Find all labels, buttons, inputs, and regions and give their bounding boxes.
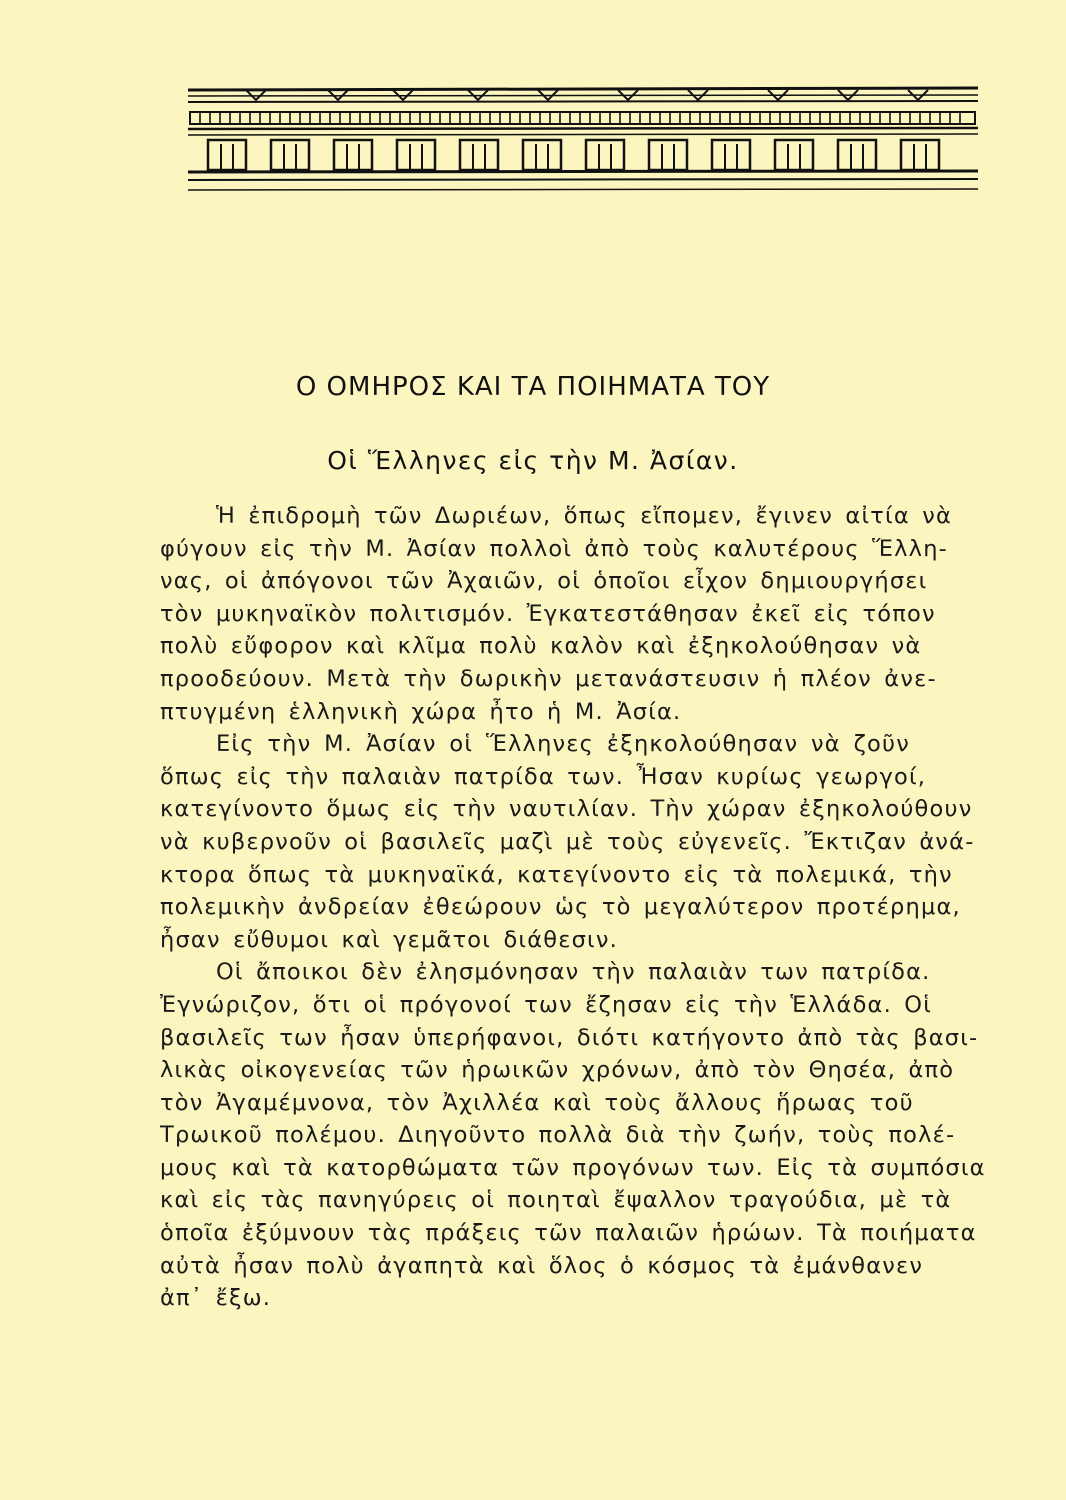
body-text xyxy=(160,500,986,1315)
text-line: κατεγίνοντο ὅμως εἰς τὴν ναυτιλίαν. Τὴν χώραν ἐξηκολούθουν xyxy=(160,796,973,823)
text-line: τὸν Ἀγαμέμνονα, τὸν Ἀχιλλέα καὶ τοὺς ἄλλους ἥρωας τοῦ xyxy=(160,1089,914,1116)
text-line: νας, οἱ ἀπόγονοι τῶν Ἀχαιῶν, οἱ ὁποῖοι εἶχον δημιουργήσει xyxy=(160,568,928,595)
text-line: φύγουν εἰς τὴν Μ. Ἀσίαν πολλοὶ ἀπὸ τοὺς καλυτέρους Ἕλλη- xyxy=(160,535,948,562)
text-line: καὶ εἰς τὰς πανηγύρεις οἱ ποιηταὶ ἔψαλλον τραγούδια, μὲ τὰ xyxy=(160,1187,952,1214)
text-line: πτυγμένη ἑλληνικὴ χώρα ἦτο ἡ Μ. Ἀσία. xyxy=(160,698,682,725)
text-line: ὅπως εἰς τὴν παλαιὰν πατρίδα των. Ἦσαν κυρίως γεωργοί, xyxy=(160,763,927,790)
text-line: Ἐγνώριζον, ὅτι οἱ πρόγονοί των ἔζησαν εἰς τὴν Ἑλλάδα. Οἱ xyxy=(160,991,933,1018)
text-line: Τρωικοῦ πολέμου. Διηγοῦντο πολλὰ διὰ τὴν ζωήν, τοὺς πολέ- xyxy=(160,1122,956,1149)
text-line: τὸν μυκηναϊκὸν πολιτισμόν. Ἐγκατεστάθησαν ἐκεῖ εἰς τόπον xyxy=(160,600,936,627)
text-line: νὰ κυβερνοῦν οἱ βασιλεῖς μαζὶ μὲ τοὺς εὐγενεῖς. Ἔκτιζαν ἀνά- xyxy=(160,828,975,855)
text-line: πολεμικὴν ἀνδρείαν ἐθεώρουν ὡς τὸ μεγαλύτερον προτέρημα, xyxy=(160,894,961,921)
text-line: προοδεύουν. Μετὰ τὴν δωρικὴν μετανάστευσιν ἡ πλέον ἀνε- xyxy=(160,665,937,692)
page-title: Ο ΟΜΗΡΟΣ ΚΑΙ ΤΑ ΠΟΙΗΜΑΤΑ ΤΟΥ xyxy=(295,372,771,402)
text-line: Ἡ ἐπιδρομὴ τῶν Δωριέων, ὅπως εἴπομεν, ἔγινεν αἰτία νὰ xyxy=(216,503,953,529)
text-line: Οἱ ἄποικοι δὲν ἐλησμόνησαν τὴν παλαιὰν των πατρίδα. xyxy=(216,959,931,986)
text-line: Εἰς τὴν Μ. Ἀσίαν οἱ Ἕλληνες ἐξηκολούθησαν νὰ ζοῦν xyxy=(216,731,910,758)
text-line: μους καὶ τὰ κατορθώματα τῶν προγόνων των. Εἰς τὰ συμπόσια xyxy=(160,1154,986,1181)
paragraph-2 xyxy=(160,728,975,956)
text-line: βασιλεῖς των ἦσαν ὑπερήφανοι, διότι κατήγοντο ἀπὸ τὰς βασι- xyxy=(160,1024,979,1051)
paragraph-3 xyxy=(160,956,986,1315)
greek-frieze-ornament xyxy=(188,82,978,197)
paragraph-1 xyxy=(160,500,953,728)
text-line: πολὺ εὔφορον καὶ κλῖμα πολὺ καλὸν καὶ ἐξηκολούθησαν νὰ xyxy=(160,633,922,660)
text-line: κτορα ὅπως τὰ μυκηναϊκά, κατεγίνοντο εἰς τὰ πολεμικά, τὴν xyxy=(160,861,953,888)
text-line: ἀπ᾿ ἔξω. xyxy=(160,1285,272,1312)
text-line: ὁποῖα ἐξύμνουν τὰς πράξεις τῶν παλαιῶν ἡρώων. Τὰ ποιήματα xyxy=(160,1220,977,1247)
text-line: αὐτὰ ἦσαν πολὺ ἀγαπητὰ καὶ ὅλος ὁ κόσμος τὰ ἐμάνθανεν xyxy=(160,1252,924,1279)
text-line: λικὰς οἰκογενείας τῶν ἡρωικῶν χρόνων, ἀπὸ τὸν Θησέα, ἀπὸ xyxy=(160,1057,955,1084)
text-line: ἦσαν εὔθυμοι καὶ γεμᾶτοι διάθεσιν. xyxy=(160,926,618,953)
section-heading: Οἱ Ἕλληνες εἰς τὴν Μ. Ἀσίαν. xyxy=(327,446,739,475)
